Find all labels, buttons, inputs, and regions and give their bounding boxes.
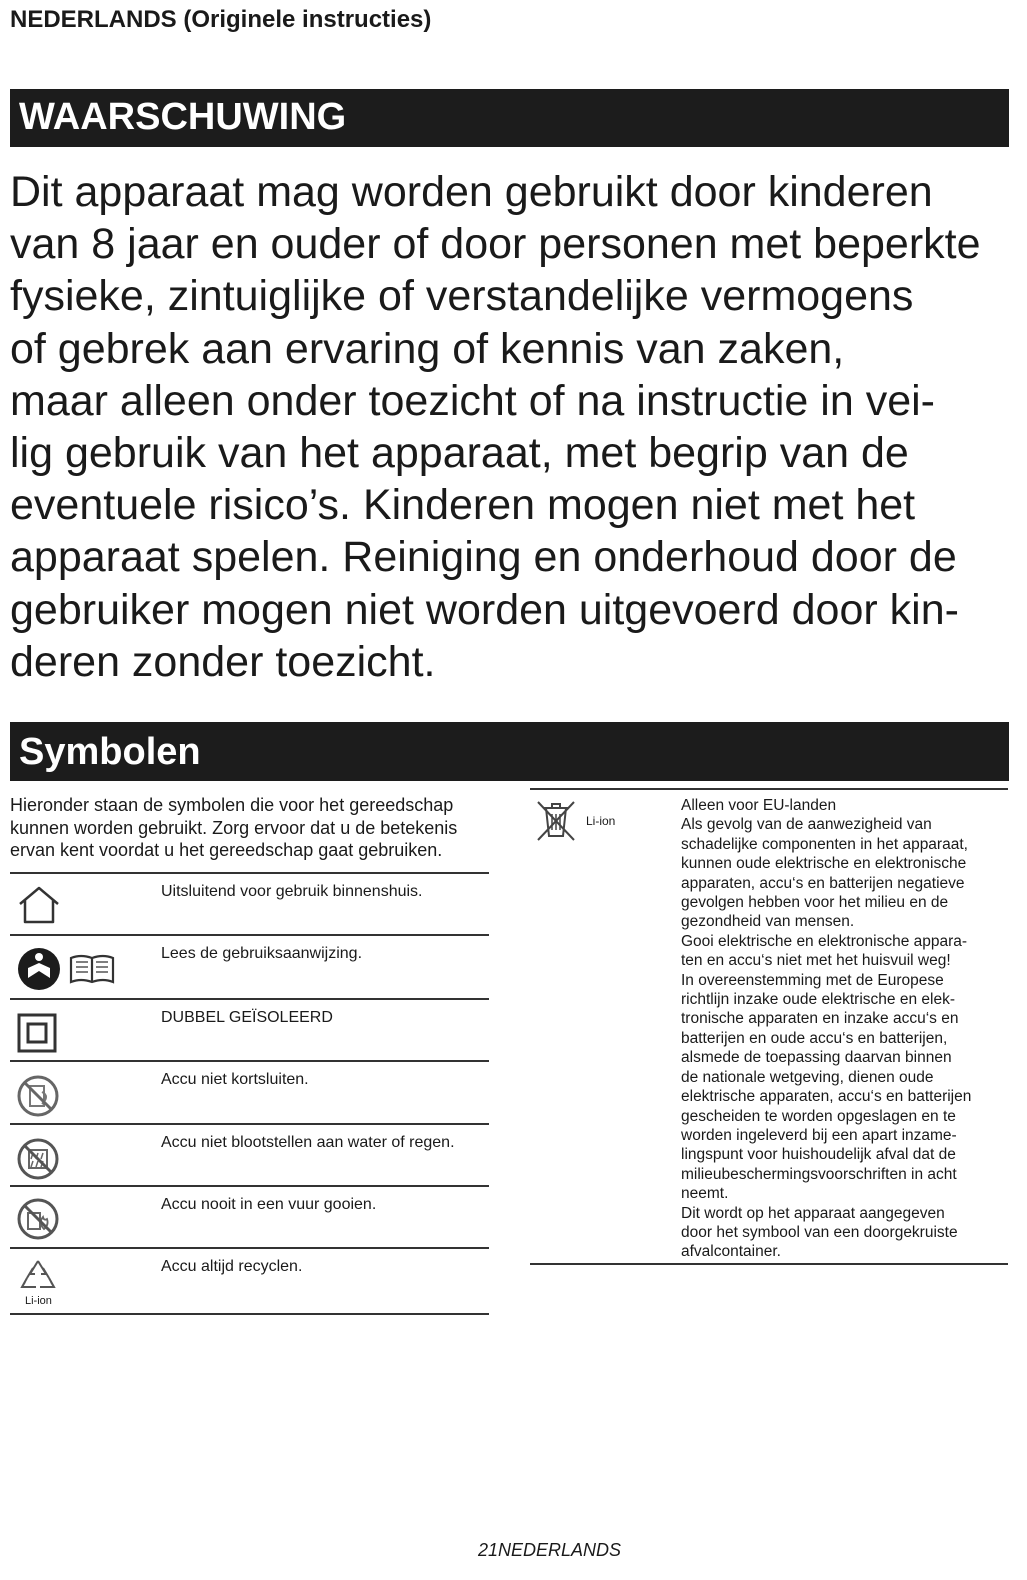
eu-line: Als gevolg van de aanwezigheid van <box>681 816 932 834</box>
symbol-label: Accu altijd recyclen. <box>161 1258 303 1275</box>
warning-text <box>10 166 1015 688</box>
symbol-label: Accu niet blootstellen aan water of regen. <box>161 1134 455 1151</box>
symbol-row <box>10 1187 489 1249</box>
eu-line: Gooi elektrische en elektronische appara- <box>681 932 968 950</box>
eu-line: gevolgen hebben voor het milieu en de <box>681 894 949 912</box>
symbols-table <box>10 872 489 1315</box>
eu-line: kunnen oude elektrische en elektronische <box>681 855 967 873</box>
symbol-label: DUBBEL GEÏSOLEERD <box>161 1009 333 1026</box>
eu-line: schadelijke componenten in het apparaat, <box>681 835 968 853</box>
eu-line: Alleen voor EU-landen <box>681 797 837 814</box>
eu-line: Dit wordt op het apparaat aangegeven <box>681 1204 945 1222</box>
warning-line: of gebrek aan ervaring of kennis van zaken, <box>10 324 845 373</box>
no-fire-icon <box>16 1197 60 1241</box>
warning-line: lig gebruik van het apparaat, met begrip van de <box>10 429 909 478</box>
eu-line: tronische apparaten en inzake accu‘s en <box>681 1010 959 1028</box>
double-insulated-icon <box>16 1012 58 1054</box>
eu-line: In overeenstemming met de Europese <box>681 971 944 989</box>
page-footer: 21NEDERLANDS <box>478 1540 622 1560</box>
warning-line: van 8 jaar en ouder of door personen met beperkte <box>10 220 981 269</box>
symbol-row <box>10 936 489 1000</box>
symbol-label: Lees de gebruiksaanwijzing. <box>161 945 363 962</box>
intro-line: kunnen worden gebruikt. Zorg ervoor dat u de betekenis <box>10 817 458 838</box>
recycle-icon <box>16 1257 60 1297</box>
symbol-label: Accu niet kortsluiten. <box>161 1071 309 1088</box>
eu-disposal-box <box>530 788 1008 1265</box>
page-language-title: NEDERLANDS (Originele instructies) <box>10 6 432 33</box>
warning-line: gebruiker mogen niet worden uitgevoerd door kin- <box>10 585 959 634</box>
warning-line: maar alleen onder toezicht of na instructie in vei- <box>10 376 935 425</box>
warning-heading: WAARSCHUWING <box>10 89 1009 147</box>
symbol-row <box>10 1062 489 1125</box>
eu-line: lingspunt voor huishoudelijk afval dat de <box>681 1146 956 1164</box>
recycle-sublabel: Li-ion <box>25 1295 52 1307</box>
symbol-row <box>10 1125 489 1187</box>
eu-line: richtlijn inzake oude elektrische en elek- <box>681 991 955 1009</box>
no-short-circuit-icon <box>16 1074 60 1118</box>
eu-line: milieubeschermingsvoorschriften in acht <box>681 1165 957 1183</box>
symbol-label: Uitsluitend voor gebruik binnenshuis. <box>161 883 423 900</box>
symbols-heading: Symbolen <box>10 722 1009 781</box>
eu-disposal-text <box>681 796 1011 1262</box>
eu-icon-label: Li-ion <box>586 814 616 828</box>
symbol-row <box>10 874 489 936</box>
eu-line: ten en accu‘s niet met het huisvuil weg! <box>681 952 951 970</box>
eu-line: alsmede de toepassing daarvan binnen <box>681 1049 952 1067</box>
eu-line: worden ingeleverd bij een apart inzame- <box>681 1126 957 1144</box>
warning-line: deren zonder toezicht. <box>10 637 436 686</box>
intro-line: Hieronder staan de symbolen die voor het gereedschap <box>10 795 454 815</box>
eu-line: gescheiden te worden opgeslagen en te <box>681 1107 956 1125</box>
warning-line: Dit apparaat mag worden gebruikt door kinderen <box>10 168 933 216</box>
warning-line: apparaat spelen. Reiniging en onderhoud door de <box>10 533 957 582</box>
no-water-icon <box>16 1137 60 1181</box>
symbols-intro <box>10 794 500 862</box>
eu-line: neemt. <box>681 1185 729 1203</box>
crossed-bin-icon <box>534 796 578 842</box>
warning-line: eventuele risico’s. Kinderen mogen niet met het <box>10 481 916 530</box>
read-manual-icon <box>16 946 116 992</box>
symbol-row <box>10 1000 489 1062</box>
eu-line: afvalcontainer. <box>681 1243 781 1261</box>
eu-line: batterijen en oude accu‘s en batterijen, <box>681 1029 948 1047</box>
eu-line: gezondheid van mensen. <box>681 913 855 931</box>
eu-line: de nationale wetgeving, dienen oude <box>681 1068 934 1086</box>
house-icon <box>16 884 62 926</box>
symbol-row <box>10 1249 489 1315</box>
eu-line: door het symbool van een doorgekruiste <box>681 1223 958 1241</box>
eu-line: elektrische apparaten, accu‘s en batterijen <box>681 1088 972 1106</box>
symbol-label: Accu nooit in een vuur gooien. <box>161 1196 377 1213</box>
intro-line: ervan kent voordat u het gereedschap gaat gebruiken. <box>10 840 443 860</box>
eu-line: apparaten, accu‘s en batterijen negatieve <box>681 874 965 892</box>
warning-line: fysieke, zintuiglijke of verstandelijke vermogens <box>10 272 914 321</box>
